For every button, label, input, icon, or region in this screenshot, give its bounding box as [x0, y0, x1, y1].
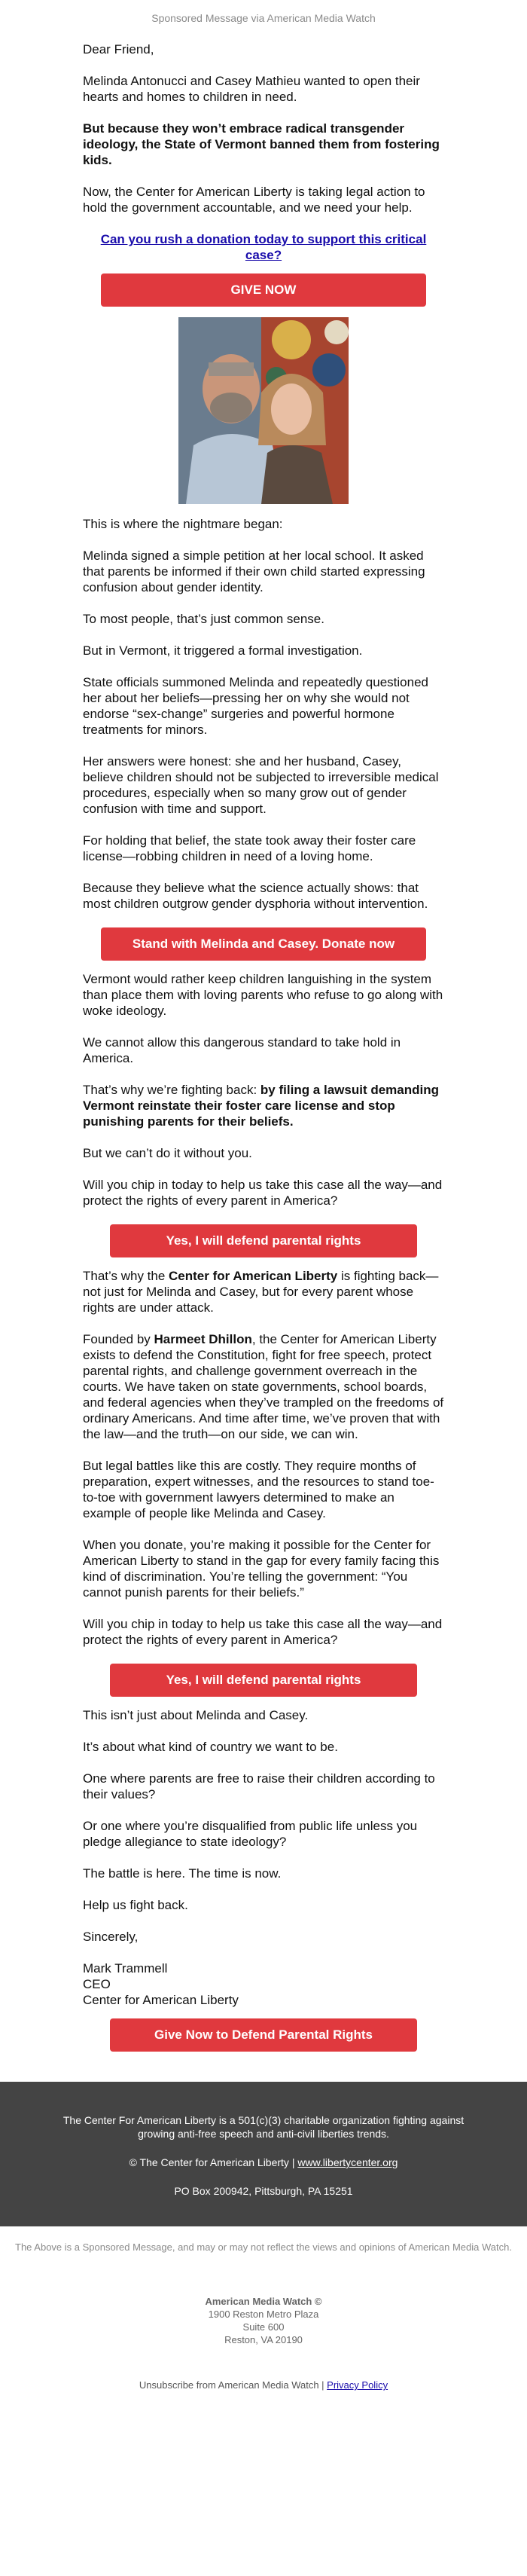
unsubscribe-line — [0, 2379, 527, 2406]
defend-parental-rights-button[interactable]: Yes, I will defend parental rights — [110, 1224, 417, 1257]
signature-org: Center for American Liberty — [83, 1993, 239, 2007]
paragraph: Will you chip in today to help us take this case all the way—and protect the rights of every parent in America? — [83, 1617, 443, 1647]
paragraph: This isn’t just about Melinda and Casey. — [83, 1708, 309, 1722]
paragraph-text: Founded by — [83, 1332, 154, 1346]
paragraph: When you donate, you’re making it possible for the Center for American Liberty to stand in the gap for every family facing this kind of discrimination. You’re telling the government: “You cannot punish parents for their beliefs.” — [83, 1538, 440, 1600]
paragraph: Melinda signed a simple petition at her local school. It asked that parents be informed if their own child started expressing confusion about gender identity. — [83, 549, 425, 594]
paragraph: Now, the Center for American Liberty is taking legal action to hold the government accountable, and we need your help. — [83, 185, 425, 215]
sender-address-line: Suite 600 — [242, 2321, 285, 2333]
paragraph: Her answers were honest: she and her husband, Casey, believe children should not be subjected to irreversible medical procedures, especially when so many grow out of gender confusion with time and support. — [83, 754, 439, 816]
greeting: Dear Friend, — [83, 42, 154, 57]
sponsored-banner: Sponsored Message via American Media Watch — [151, 12, 376, 24]
sender-address-line: 1900 Reston Metro Plaza — [208, 2309, 319, 2320]
paragraph: This is where the nightmare began: — [83, 517, 283, 531]
signature-title: CEO — [83, 1977, 111, 1991]
sender-address-line: Reston, VA 20190 — [224, 2334, 303, 2345]
copyright-line — [45, 2156, 482, 2169]
paragraph — [83, 1082, 444, 1129]
signature — [83, 1960, 444, 2008]
paragraph: We cannot allow this dangerous standard to take hold in America. — [83, 1035, 401, 1065]
org-info: The Center For American Liberty is a 501(c)(3) charitable organization fighting against growing anti-free speech and anti-civil liberties trends. — [62, 2114, 465, 2140]
paragraph-text: That’s why we’re fighting back: — [83, 1083, 260, 1097]
founder-name-bold: Harmeet Dhillon — [154, 1332, 252, 1346]
paragraph-bold: But because they won’t embrace radical transgender ideology, the State of Vermont banned them from fostering kids. — [83, 121, 440, 167]
paragraph-bold-text: by filing a lawsuit demanding Vermont reinstate their foster care license and stop punishing parents for their beliefs. — [83, 1083, 440, 1129]
paragraph — [83, 1331, 444, 1442]
sponsor-disclaimer: The Above is a Sponsored Message, and may or may not reflect the views and opinions of American Media Watch. — [15, 2241, 512, 2253]
paragraph: It’s about what kind of country we want to be. — [83, 1740, 338, 1754]
sender-name: American Media Watch © — [205, 2296, 322, 2307]
paragraph: Help us fight back. — [83, 1898, 188, 1912]
privacy-policy-link[interactable]: Privacy Policy — [327, 2379, 388, 2391]
paragraph: Melinda Antonucci and Casey Mathieu wanted to open their hearts and homes to children in need. — [83, 74, 420, 104]
paragraph: State officials summoned Melinda and repeatedly questioned her about her beliefs—pressing her on why she would not endorse “sex-change” surgeries and powerful hormone treatments for minors. — [83, 675, 428, 737]
paragraph-text: That’s why the — [83, 1269, 169, 1283]
website-link[interactable]: www.libertycenter.org — [297, 2156, 398, 2168]
paragraph-text: is fighting back—not just for Melinda and Casey, but for every parent whose rights are under attack. — [83, 1269, 439, 1315]
paragraph: To most people, that’s just common sense. — [83, 612, 324, 626]
paragraph: The battle is here. The time is now. — [83, 1866, 282, 1881]
paragraph: One where parents are free to raise their children according to their values? — [83, 1771, 435, 1801]
paragraph: Because they believe what the science actually shows: that most children outgrow gender dysphoria without intervention. — [83, 881, 428, 911]
defend-parental-rights-button-2[interactable]: Yes, I will defend parental rights — [110, 1664, 417, 1697]
donation-ask-link[interactable]: Can you rush a donation today to support this critical case? — [100, 232, 427, 262]
org-footer — [0, 2082, 527, 2226]
paragraph: Will you chip in today to help us take this case all the way—and protect the rights of every parent in America? — [83, 1178, 443, 1208]
paragraph: But in Vermont, it triggered a formal investigation. — [83, 643, 363, 658]
paragraph: But legal battles like this are costly. They require months of preparation, expert witnesses, and the resources to stand toe-to-toe with government lawyers determined to make an example of people like Melinda and Casey. — [83, 1459, 434, 1520]
paragraph: But we can’t do it without you. — [83, 1146, 252, 1160]
paragraph: Vermont would rather keep children languishing in the system than place them with loving parents who refuse to go along with woke ideology. — [83, 972, 443, 1018]
org-name-bold: Center for American Liberty — [169, 1269, 338, 1283]
po-box: PO Box 200942, Pittsburgh, PA 15251 — [174, 2185, 353, 2197]
stand-with-donate-button[interactable]: Stand with Melinda and Casey. Donate now — [101, 927, 426, 961]
letter-body — [83, 41, 444, 2052]
paragraph: For holding that belief, the state took away their foster care license—robbing children in need of a loving home. — [83, 833, 416, 863]
give-now-button[interactable]: GIVE NOW — [101, 273, 426, 307]
closing: Sincerely, — [83, 1930, 139, 1944]
sender-address — [0, 2295, 527, 2346]
final-donate-button[interactable]: Give Now to Defend Parental Rights — [110, 2018, 417, 2052]
paragraph: Or one where you’re disqualified from public life unless you pledge allegiance to state ideology? — [83, 1819, 418, 1849]
couple-photo-illustration — [178, 317, 349, 504]
unsubscribe-text[interactable]: Unsubscribe from American Media Watch | — [139, 2379, 327, 2391]
couple-photo[interactable] — [178, 317, 349, 504]
paragraph — [83, 1268, 444, 1316]
copyright-text: © The Center for American Liberty | — [129, 2156, 298, 2168]
signature-name: Mark Trammell — [83, 1961, 168, 1976]
paragraph-text: , the Center for American Liberty exists to defend the Constitution, fight for free speech, protect parental rights, and challenge government overreach in the courts. We have taken on state governments, school boards, and federal agencies when they’ve trampled on the freedoms of ordinary Americans. And time after time, we’ve proven that with the law—and the truth—on our side, we can win. — [83, 1332, 444, 1441]
